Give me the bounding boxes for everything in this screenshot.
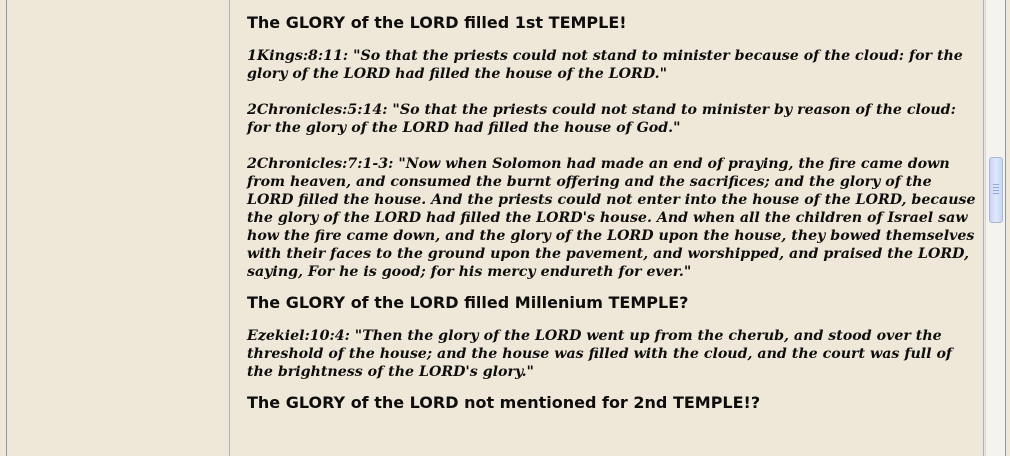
vertical-scrollbar[interactable] bbox=[985, 0, 1006, 456]
left-pane-edge bbox=[0, 0, 7, 456]
section-heading-first-temple: The GLORY of the LORD filled 1st TEMPLE! bbox=[247, 13, 627, 32]
section-heading-second-temple: The GLORY of the LORD not mentioned for 2nd TEMPLE!? bbox=[247, 393, 761, 412]
content-pane bbox=[229, 0, 984, 456]
verse-1kings-8-11: 1Kings:8:11: "So that the priests could not stand to minister because of the cloud: for the glory of the LORD had filled the house of the LORD." bbox=[247, 48, 963, 82]
verse-2chronicles-5-14: 2Chronicles:5:14: "So that the priests could not stand to minister by reason of the cloud: for the glory of the LORD had filled the house of God." bbox=[247, 102, 956, 136]
scrollbar-thumb[interactable] bbox=[989, 157, 1003, 223]
section-heading-millenium-temple: The GLORY of the LORD filled Millenium TEMPLE? bbox=[247, 293, 689, 312]
article bbox=[247, 13, 977, 427]
verse-ezekiel-10-4: Ezekiel:10:4: "Then the glory of the LORD went up from the cherub, and stood over the threshold of the house; and the house was filled with the cloud, and the court was full of the brightness of the LORD's glory." bbox=[247, 328, 953, 380]
window-right-edge bbox=[1005, 0, 1010, 456]
verse-2chronicles-7-1-3: 2Chronicles:7:1-3: "Now when Solomon had made an end of praying, the fire came down from heaven, and consumed the burnt offering and the sacrifices; and the glory of the LORD filled the house. And the priests could not enter into the house of the LORD, because the glory of the LORD had filled the LORD's house. And when all the children of Israel saw how the fire came down, and the glory of the LORD upon the house, they bowed themselves with their faces to the ground upon the pavement, and worshipped, and praised the LORD, saying, For he is good; for his mercy endureth for ever." bbox=[247, 156, 976, 280]
grip-lines-icon bbox=[993, 184, 999, 194]
